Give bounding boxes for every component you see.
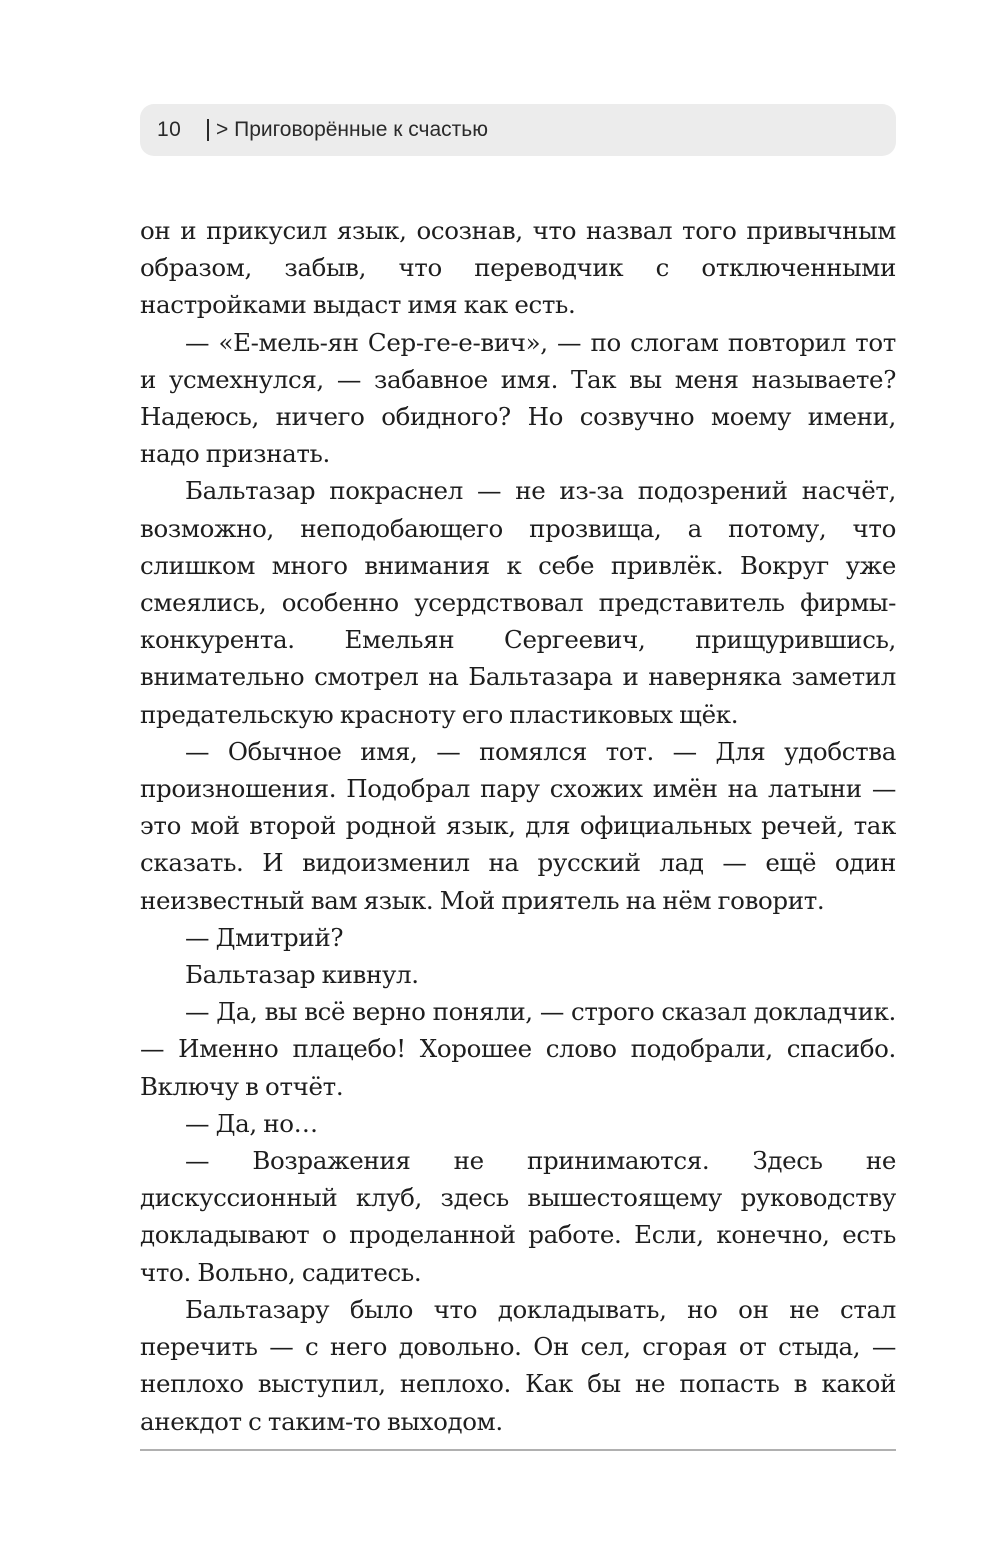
paragraph: — Дмитрий?	[185, 922, 344, 952]
paragraph: он и прикусил язык, осознав, что назвал того привычным образом, забыв, что переводчик с отключенными настройками выдаст имя как есть.	[140, 216, 896, 320]
paragraph: — Да, но…	[185, 1108, 318, 1138]
paragraph: Бальтазар кивнул.	[185, 960, 419, 990]
page-number: 10	[157, 118, 182, 141]
paragraph: Бальтазару было что докладывать, но он не стал перечить — с него довольно. Он сел, сгорая от стыда, — неплохо выступил, неплохо. Как бы не попасть в какой анекдот с таким-то выходом.	[140, 1294, 896, 1436]
body-text	[140, 212, 896, 1440]
paragraph: Бальтазар покраснел — не из-за подозрений насчёт, возможно, неподобающего прозвища, а потому, что слишком много внимания к себе привлёк. Вокруг уже смеялись, особенно усердствовал представитель фирмы-конкурента. Емельян Сергеевич, прищурившись, внимательно смотрел на Бальтазара и наверняка заметил предательскую красноту его пластиковых щёк.	[140, 476, 896, 729]
header-divider	[207, 119, 209, 141]
paragraph: — Возражения не принимаются. Здесь не дискуссионный клуб, здесь вышестоящему руководству докладывают о проделанной работе. Если, конечно, есть что. Вольно, садитесь.	[140, 1146, 896, 1287]
paragraph: — Обычное имя, — помялся тот. — Для удобства произношения. Подобрал пару схожих имён на латыни — это мой второй родной язык, для официальных речей, так сказать. И видоизменил на русский лад — ещё один неизвестный вам язык. Мой приятель на нём говорит.	[140, 736, 896, 915]
paragraph: — «Е-мель-ян Сер-ге-е-вич», — по слогам повторил тот и усмехнулся, — забавное имя. Так вы меня называете? Надеюсь, ничего обидного? Но созвучно моему имени, надо признать.	[140, 327, 896, 469]
book-title: > Приговорённые к счастью	[216, 118, 488, 141]
footer-rule	[140, 1449, 896, 1451]
running-header	[140, 104, 896, 156]
paragraph: — Да, вы всё верно поняли, — строго сказал докладчик. — Именно плацебо! Хорошее слово подобрали, спасибо. Включу в отчёт.	[140, 997, 896, 1101]
